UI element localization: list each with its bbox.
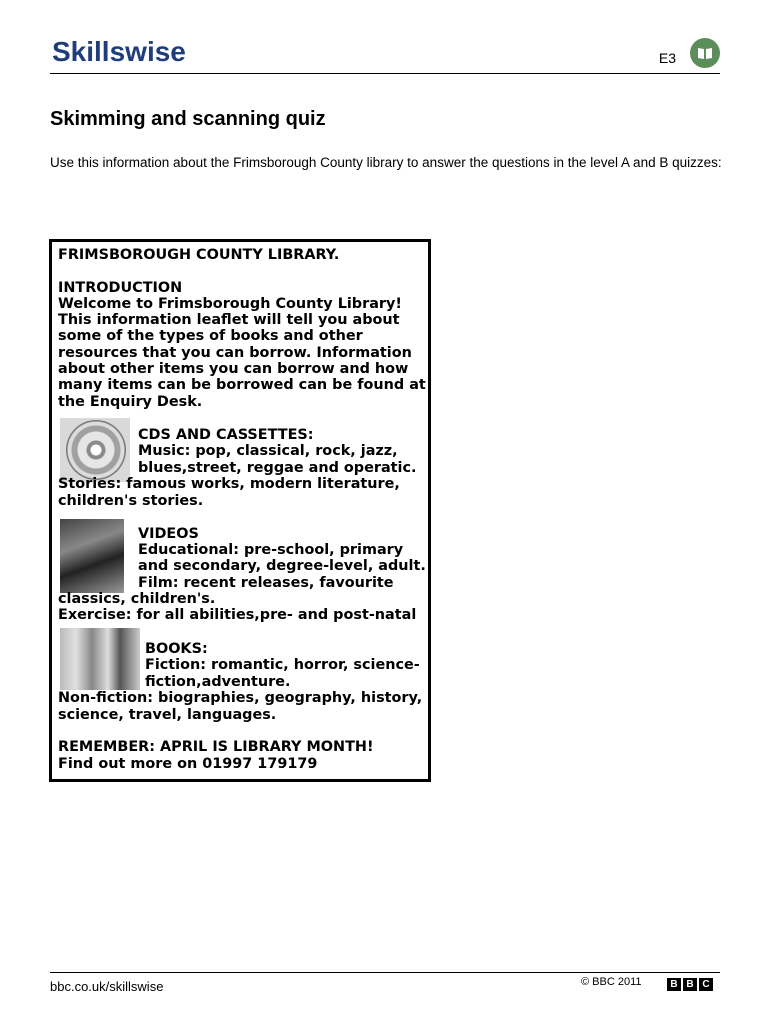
intro-line: about other items you can borrow and how: [58, 361, 409, 377]
intro-line: the Enquiry Desk.: [58, 394, 203, 410]
bbc-letter: B: [667, 978, 681, 991]
books-line: science, travel, languages.: [58, 707, 277, 723]
intro-text: Use this information about the Frimsborough County library to answer the questions in the level A and B quizzes:: [50, 155, 722, 170]
books-line: Non-fiction: biographies, geography, history,: [58, 690, 423, 706]
cds-heading: CDS AND CASSETTES:: [138, 427, 314, 443]
books-heading: BOOKS:: [145, 641, 208, 657]
books-image: [60, 628, 140, 690]
library-leaflet: [49, 239, 431, 782]
find-out-line: Find out more on 01997 179179: [58, 756, 318, 772]
bbc-letter: B: [683, 978, 697, 991]
cds-line: children's stories.: [58, 493, 204, 509]
cds-line: Music: pop, classical, rock, jazz,: [138, 443, 398, 459]
bbc-letter: C: [699, 978, 713, 991]
intro-line: many items can be borrowed can be found at: [58, 377, 426, 393]
books-line: Fiction: romantic, horror, science-: [145, 657, 420, 673]
videos-line: Educational: pre-school, primary: [138, 542, 404, 558]
books-line: fiction,adventure.: [145, 674, 291, 690]
cd-image: [60, 418, 130, 482]
header-divider: [50, 73, 720, 74]
intro-line: resources that you can borrow. Information: [58, 345, 412, 361]
cd-disc-icon: [66, 420, 126, 480]
cds-line: blues,street, reggae and operatic.: [138, 460, 417, 476]
page-title: Skimming and scanning quiz: [50, 108, 326, 130]
videos-line: Film: recent releases, favourite: [138, 575, 394, 591]
footer-copyright: © BBC 2011: [581, 976, 642, 988]
intro-heading: INTRODUCTION: [58, 280, 183, 296]
footer-url: bbc.co.uk/skillswise: [50, 979, 164, 994]
videos-line: Exercise: for all abilities,pre- and post-natal: [58, 607, 417, 623]
cds-line: Stories: famous works, modern literature,: [58, 476, 400, 492]
skillswise-logo: Skillswise: [52, 36, 186, 67]
page-header: [50, 36, 720, 76]
remember-line: REMEMBER: APRIL IS LIBRARY MONTH!: [58, 739, 374, 755]
video-image: [60, 519, 124, 593]
level-label: E3: [658, 50, 676, 66]
videos-line: and secondary, degree-level, adult.: [138, 558, 426, 574]
leaflet-heading: FRIMSBOROUGH COUNTY LIBRARY.: [58, 247, 340, 263]
videos-line: classics, children's.: [58, 591, 216, 607]
bbc-logo: [667, 978, 713, 991]
intro-line: some of the types of books and other: [58, 328, 363, 344]
videos-heading: VIDEOS: [138, 526, 199, 542]
book-icon: [690, 38, 720, 68]
intro-line: This information leaflet will tell you about: [58, 312, 400, 328]
footer-divider: [50, 972, 720, 973]
intro-line: Welcome to Frimsborough County Library!: [58, 296, 402, 312]
